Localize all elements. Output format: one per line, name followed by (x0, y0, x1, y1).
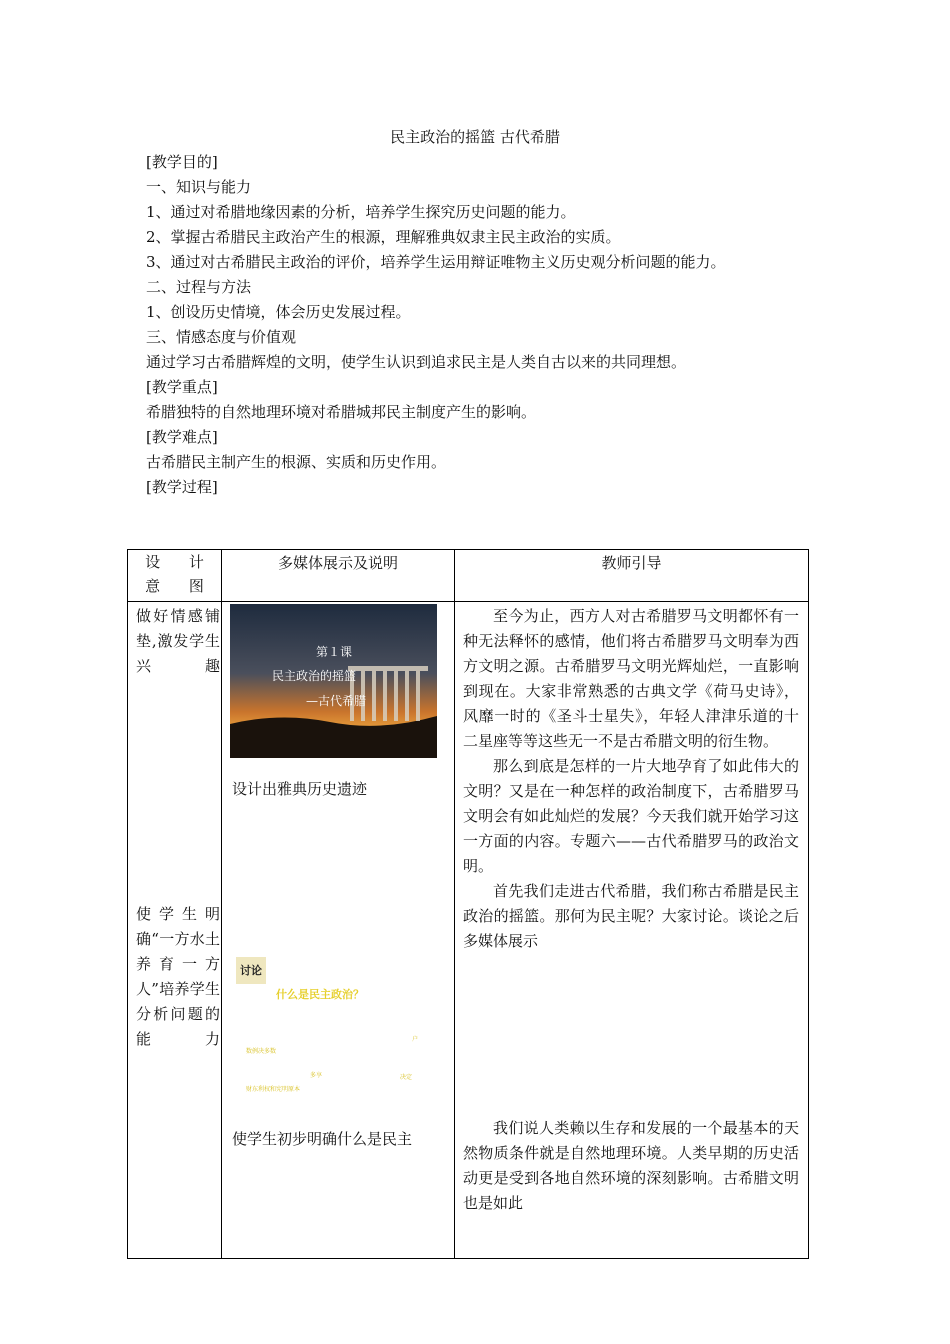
objective-item: 3、通过对古希腊民主政治的评价，培养学生运用辩证唯物主义历史观分析问题的能力。 (146, 253, 726, 271)
media-caption: 设计出雅典历史遗迹 (232, 780, 368, 798)
slide-line3: —古代希腊 (306, 694, 367, 708)
teacher-cell (455, 602, 809, 1259)
discussion-fragment: 财东利权和宪明原本 (246, 1086, 301, 1093)
document-title: 民主政治的摇篮 古代希腊 (390, 128, 560, 146)
discussion-fragment: 多享 (310, 1072, 323, 1079)
section-heading: [教学目的] (146, 153, 218, 171)
teacher-paragraph: 我们说人类赖以生存和发展的一个最基本的天然物质条件就是自然地理环境。人类早期的历史活动更是受到各地自然环境的深刻影响。古希腊文明也是如此 (463, 1119, 799, 1212)
table-row (128, 602, 809, 1259)
lesson-plan-table (127, 549, 809, 1259)
objective-item: 通过学习古希腊辉煌的文明，使学生认识到追求民主是人类自古以来的共同理想。 (146, 353, 687, 371)
discussion-tag: 讨论 (236, 957, 266, 984)
intent-text: 使学生明确“一方水土养育一方人”培养学生分析问题的能力 (136, 905, 220, 1048)
teacher-paragraph: 至今为止，西方人对古希腊罗马文明都怀有一种无法释怀的感情，他们将古希腊罗马文明奉为西方文明之源。古希腊罗马文明光辉灿烂，一直影响到现在。大家非常熟悉的古典文学《荷马史诗》，风靡一时的《圣斗士星失》，年轻人津津乐道的十二星座等等这些无一不是古希腊文明的衍生物。 (463, 607, 799, 750)
subheading: 二、过程与方法 (146, 278, 252, 296)
slide-image (230, 604, 437, 758)
discussion-question: 什么是民主政治？ (276, 988, 364, 1001)
objective-item: 1、通过对希腊地缘因素的分析，培养学生探究历史问题的能力。 (146, 203, 576, 221)
objectives-section (146, 150, 826, 500)
section-heading: [教学重点] (146, 378, 218, 396)
subheading: 一、知识与能力 (146, 178, 252, 196)
discussion-fragment: 户 (412, 1036, 419, 1043)
slide-line1: 第１课 (316, 645, 353, 659)
media-caption: 使学生初步明确什么是民主 (232, 1130, 413, 1148)
teacher-paragraph: 首先我们走进古代希腊，我们称古希腊是民主政治的摇篮。那何为民主呢？大家讨论。谈论之后多媒体展示 (463, 882, 799, 950)
key-point-text: 希腊独特的自然地理环境对希腊城邦民主制度产生的影响。 (146, 403, 537, 421)
intent-text: 做好情感铺垫,激发学生兴趣 (136, 607, 220, 675)
section-heading: [教学难点] (146, 428, 218, 446)
header-multimedia: 多媒体展示及说明 (222, 550, 455, 602)
section-heading: [教学过程] (146, 478, 218, 496)
objective-item: 2、掌握古希腊民主政治产生的根源，理解雅典奴隶主民主政治的实质。 (146, 228, 621, 246)
table-header-row (128, 550, 809, 602)
teacher-paragraph: 那么到底是怎样的一片大地孕育了如此伟大的文明？又是在一种怎样的政治制度下，古希腊罗马文明会有如此灿烂的发展？今天我们就开始学习这一方面的内容。专题六——古代希腊罗马的政治文明。 (463, 757, 799, 875)
discussion-fragment: 决定 (400, 1074, 413, 1081)
subheading: 三、情感态度与价值观 (146, 328, 297, 346)
header-teacher-guide: 教师引导 (455, 550, 809, 602)
discussion-slide (230, 957, 440, 1093)
discussion-fragment: 数例决多数 (246, 1048, 277, 1055)
teacher-guide-text (463, 604, 799, 954)
objective-item: 1、创设历史情境，体会历史发展过程。 (146, 303, 411, 321)
media-cell (222, 602, 455, 1259)
intent-cell (128, 602, 222, 1259)
difficulty-text: 古希腊民主制产生的根源、实质和历史作用。 (146, 453, 447, 471)
slide-line2: 民主政治的摇篮 (272, 669, 357, 683)
header-design-intent: 设 计 意 图 (128, 550, 222, 602)
